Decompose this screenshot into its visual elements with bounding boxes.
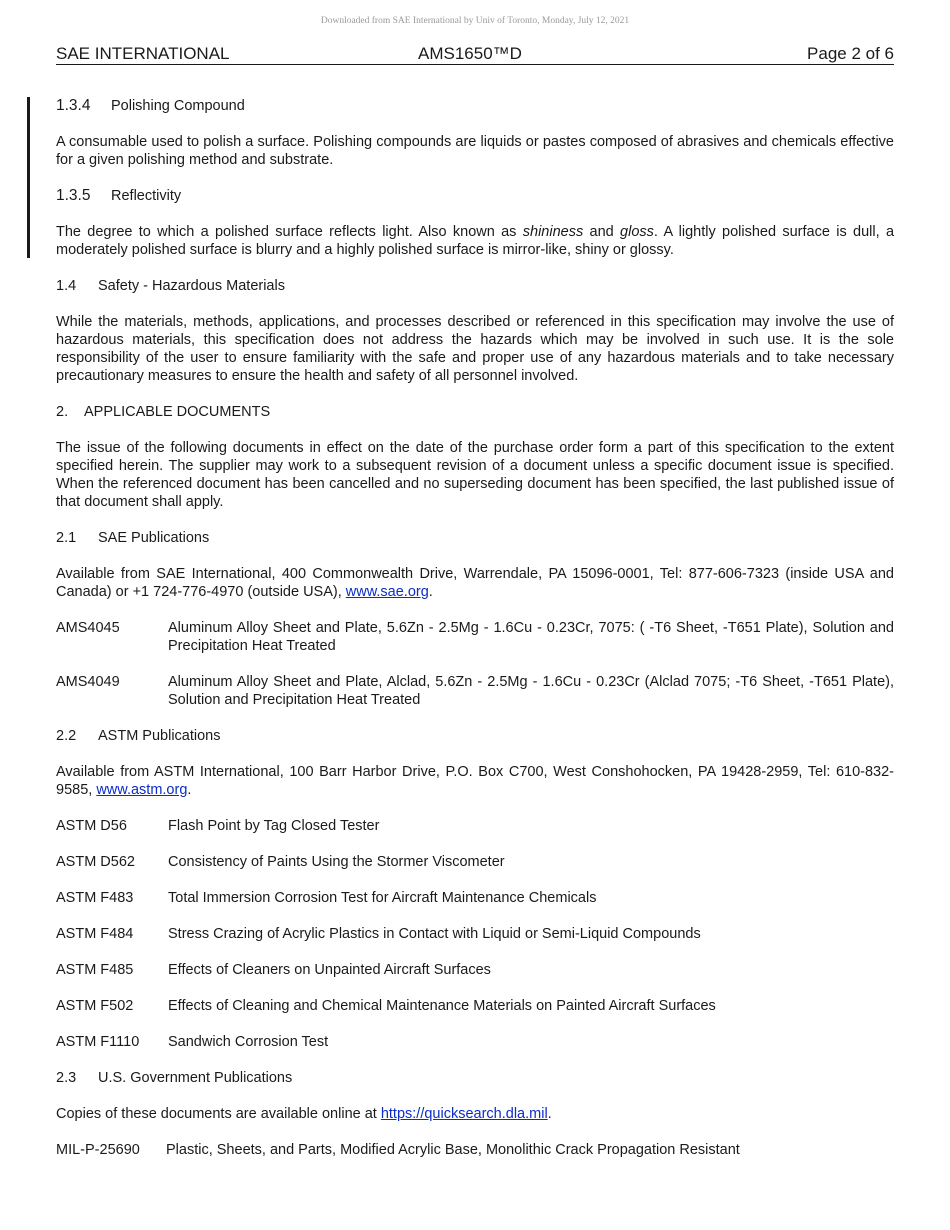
document-body bbox=[56, 97, 894, 1177]
section-title: SAE Publications bbox=[98, 530, 210, 546]
header-doc-id: AMS1650™D bbox=[418, 44, 522, 63]
section-title: Reflectivity bbox=[111, 188, 182, 204]
reference-code: ASTM F1110 bbox=[56, 1034, 140, 1050]
section-heading-2-2 bbox=[56, 727, 894, 745]
text-run: . bbox=[187, 782, 192, 798]
reference-code: ASTM D56 bbox=[56, 818, 127, 834]
italic-term-gloss: gloss bbox=[620, 224, 654, 240]
revision-change-bar bbox=[27, 97, 30, 258]
section-paragraph-2-2 bbox=[56, 763, 894, 799]
reference-entry bbox=[56, 853, 894, 871]
text-run: . bbox=[547, 1106, 552, 1122]
section-heading-1-3-4 bbox=[56, 97, 894, 115]
reference-title: Effects of Cleaning and Chemical Maintenance Materials on Painted Aircraft Surfaces bbox=[168, 998, 716, 1014]
section-title: U.S. Government Publications bbox=[98, 1070, 293, 1086]
reference-title: Aluminum Alloy Sheet and Plate, Alclad, 5.6Zn - 2.5Mg - 1.6Cu - 0.23Cr (Alclad 7075; -T6 Sheet, -T651 Plate), Solution and Precipitation Heat Treated bbox=[168, 674, 894, 708]
section-heading-2-1 bbox=[56, 529, 894, 547]
section-number: 1.3.4 bbox=[56, 97, 91, 114]
section-title: ASTM Publications bbox=[98, 728, 221, 744]
reference-entry bbox=[56, 889, 894, 907]
section-paragraph-2-3 bbox=[56, 1105, 894, 1123]
download-note: Downloaded from SAE International by Univ of Toronto, Monday, July 12, 2021 bbox=[320, 16, 630, 26]
text-run: Copies of these documents are available online at bbox=[56, 1106, 381, 1122]
reference-entry bbox=[56, 619, 894, 655]
reference-code: ASTM F483 bbox=[56, 890, 134, 906]
section-heading-1-4 bbox=[56, 277, 894, 295]
reference-entry bbox=[56, 673, 894, 709]
section-title: Polishing Compound bbox=[111, 98, 245, 114]
text-run: and bbox=[583, 224, 621, 240]
reference-entry bbox=[56, 997, 894, 1015]
reference-title: Aluminum Alloy Sheet and Plate, 5.6Zn - 2.5Mg - 1.6Cu - 0.23Cr, 7075: ( -T6 Sheet, -T651 Plate), Solution and Precipitation Heat Treated bbox=[168, 620, 894, 654]
sae-website-link[interactable]: www.sae.org bbox=[345, 584, 429, 600]
section-heading-2-3 bbox=[56, 1069, 894, 1087]
reference-code: ASTM F502 bbox=[56, 998, 134, 1014]
section-number: 2.1 bbox=[56, 530, 77, 546]
reference-title: Flash Point by Tag Closed Tester bbox=[168, 818, 380, 834]
reference-code: AMS4045 bbox=[56, 620, 120, 636]
reference-code: MIL-P-25690 bbox=[56, 1142, 140, 1158]
section-number: 1.3.5 bbox=[56, 187, 91, 204]
reference-entry bbox=[56, 961, 894, 979]
reference-entry bbox=[56, 1141, 894, 1159]
italic-term-shininess: shininess bbox=[522, 224, 584, 240]
reference-title: Sandwich Corrosion Test bbox=[168, 1034, 329, 1050]
text-run: Available from SAE International, 400 Commonwealth Drive, Warrendale, PA 15096-0001, Tel: 877-606-7323 (inside USA and Canada) or +1 724-776-4970 (outside USA), bbox=[56, 566, 894, 600]
section-number: 1.4 bbox=[56, 278, 77, 294]
section-heading-1-3-5 bbox=[56, 187, 894, 205]
reference-code: ASTM F484 bbox=[56, 926, 134, 942]
section-number: 2.3 bbox=[56, 1070, 77, 1086]
section-title: APPLICABLE DOCUMENTS bbox=[84, 404, 271, 420]
reference-entry bbox=[56, 1033, 894, 1051]
header-org: SAE INTERNATIONAL bbox=[56, 44, 230, 63]
reference-title: Effects of Cleaners on Unpainted Aircraft Surfaces bbox=[168, 962, 491, 978]
dla-quicksearch-link[interactable]: https://quicksearch.dla.mil bbox=[380, 1106, 548, 1122]
section-number: 2.2 bbox=[56, 728, 77, 744]
astm-website-link[interactable]: www.astm.org bbox=[96, 782, 188, 798]
reference-entry bbox=[56, 925, 894, 943]
text-run: . A lightly polished surface is dull, a moderately polished surface is blurry and a highly polished surface is mirror-like, shiny or glossy. bbox=[56, 224, 895, 258]
reference-code: ASTM F485 bbox=[56, 962, 134, 978]
section-paragraph-1-4: While the materials, methods, applications, and processes described or referenced in this specification may involve the use of hazardous materials, this specification does not address the hazards which may be involved in such use. It is the sole responsibility of the user to ensure familiarity with the safe and proper use of any hazardous materials and to take necessary precautionary measures to ensure the health and safety of all personnel involved. bbox=[56, 314, 894, 384]
header-page-number: Page 2 of 6 bbox=[807, 44, 894, 63]
section-heading-2 bbox=[56, 403, 894, 421]
text-run: . bbox=[428, 584, 433, 600]
reference-code: AMS4049 bbox=[56, 674, 120, 690]
section-number: 2. bbox=[56, 404, 69, 420]
reference-title: Consistency of Paints Using the Stormer Viscometer bbox=[168, 854, 505, 870]
reference-title: Stress Crazing of Acrylic Plastics in Contact with Liquid or Semi-Liquid Compounds bbox=[168, 926, 701, 942]
section-paragraph-2-1 bbox=[56, 565, 894, 601]
text-run: Available from ASTM International, 100 Barr Harbor Drive, P.O. Box C700, West Conshohocken, PA 19428-2959, Tel: 610-832-9585, bbox=[56, 764, 894, 798]
section-title: Safety - Hazardous Materials bbox=[98, 278, 285, 294]
text-run: The degree to which a polished surface reflects light. Also known as bbox=[56, 224, 523, 240]
reference-title: Total Immersion Corrosion Test for Aircraft Maintenance Chemicals bbox=[168, 890, 597, 906]
reference-entry bbox=[56, 817, 894, 835]
reference-title: Plastic, Sheets, and Parts, Modified Acrylic Base, Monolithic Crack Propagation Resistant bbox=[166, 1142, 740, 1158]
section-paragraph-2: The issue of the following documents in effect on the date of the purchase order form a part of this specification to the extent specified herein. The supplier may work to a subsequent revision of a document unless a specific document issue is specified. When the referenced document has been cancelled and no superseding document has been specified, the last published issue of that document shall apply. bbox=[56, 440, 894, 510]
section-paragraph-1-3-5 bbox=[56, 223, 894, 259]
reference-code: ASTM D562 bbox=[56, 854, 135, 870]
section-paragraph-1-3-4: A consumable used to polish a surface. Polishing compounds are liquids or pastes composed of abrasives and chemicals effective for a given polishing method and substrate. bbox=[56, 134, 894, 168]
page-header bbox=[56, 44, 894, 65]
